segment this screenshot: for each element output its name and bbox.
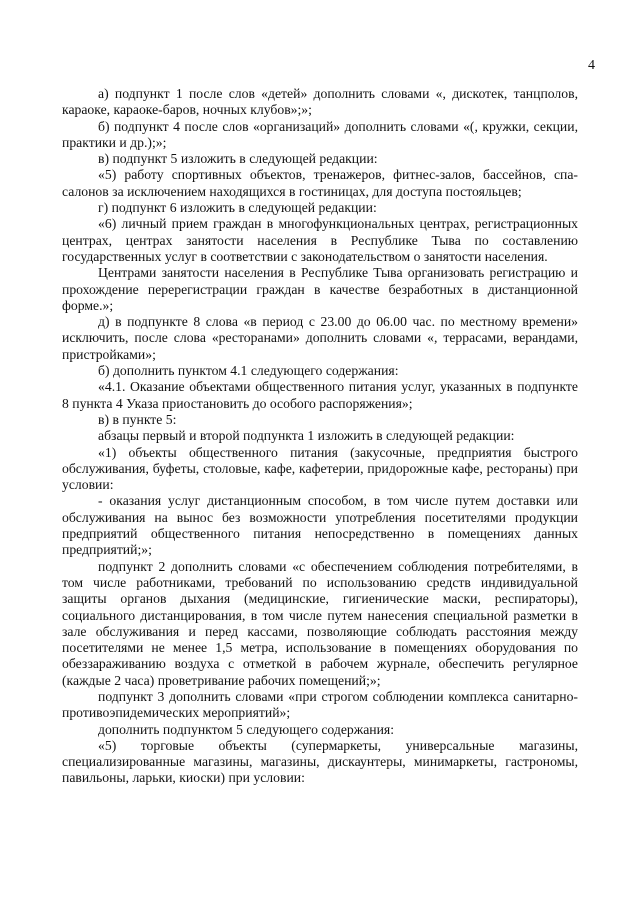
paragraph: в) подпункт 5 изложить в следующей редакции:	[98, 151, 378, 167]
paragraph: абзацы первый и второй подпункта 1 изложить в следующей редакции:	[98, 428, 515, 444]
paragraph: «4.1. Оказание объектами общественного питания услуг, указанных в подпункте 8 пункта 4 Указа приостановить до особого распоряжения»;	[62, 379, 578, 411]
paragraph: д) в подпункте 8 слова «в период с 23.00 до 06.00 час. по местному времени» исключить, после слова «ресторанами» дополнить словами «, террасами, верандами, пристройками»;	[62, 314, 578, 362]
paragraph: «5) торговые объекты (супермаркеты, универсальные магазины, специализированные магазины, магазины, дискаунтеры, минимаркеты, гастрономы, павильоны, ларьки, киоски) при условии:	[62, 737, 578, 786]
document-body	[62, 86, 578, 787]
paragraph: а) подпункт 1 после слов «детей» дополнить словами «, дискотек, танцполов, караоке, караоке-баров, ночных клубов»;»;	[62, 86, 578, 118]
paragraph: подпункт 3 дополнить словами «при строгом соблюдении комплекса санитарно-противоэпидемических мероприятий»;	[62, 688, 578, 721]
paragraph: г) подпункт 6 изложить в следующей редакции:	[98, 200, 377, 216]
paragraph: дополнить подпунктом 5 следующего содержания:	[98, 721, 395, 737]
page-number: 4	[588, 58, 595, 73]
paragraph: «1) объекты общественного питания (закусочные, предприятия быстрого обслуживания, буфеты, столовые, кафе, кафетерии, придорожные кафе, рестораны) при условии:	[62, 444, 578, 493]
paragraph: - оказания услуг дистанционным способом, в том числе путем доставки или обслуживания на вынос без возможности употребления посетителями продукции предприятий общественного питания непосредственно в помещениях данных предприятий;»;	[62, 493, 578, 558]
paragraph: Центрами занятости населения в Республике Тыва организовать регистрацию и прохождение перерегистрации граждан в качестве безработных в дистанционной форме.»;	[62, 265, 578, 313]
paragraph: «6) личный прием граждан в многофункциональных центрах, регистрационных центрах, центрах занятости населения в Республике Тыва по составлению государственных услуг в соответствии с законодательством о занятости населения.	[62, 216, 578, 264]
paragraph: в) в пункте 5:	[98, 411, 177, 427]
paragraph: б) дополнить пунктом 4.1 следующего содержания:	[98, 363, 399, 379]
paragraph: «5) работу спортивных объектов, тренажеров, фитнес-залов, бассейнов, спа-салонов за исключением находящихся в гостиницах, для доступа постояльцев;	[62, 167, 578, 199]
paragraph: подпункт 2 дополнить словами «с обеспечением соблюдения потребителями, в том числе работниками, требований по использованию средств индивидуальной защиты органов дыхания (медицинские, гигиенические маски, респираторы), социального дистанцирования, в том числе путем нанесения специальной разметки в зале обслуживания и перед кассами, позволяющие соблюдать расстояния между посетителями не менее 1,5 метра, использование в помещениях оборудования по обеззараживанию воздуха с отметкой в рабочем журнале, обеспечить регулярное (каждые 2 часа) проветривание рабочих помещений;»;	[62, 558, 578, 688]
paragraph: б) подпункт 4 после слов «организаций» дополнить словами «(, кружки, секции, практики и др.);»;	[62, 118, 578, 150]
